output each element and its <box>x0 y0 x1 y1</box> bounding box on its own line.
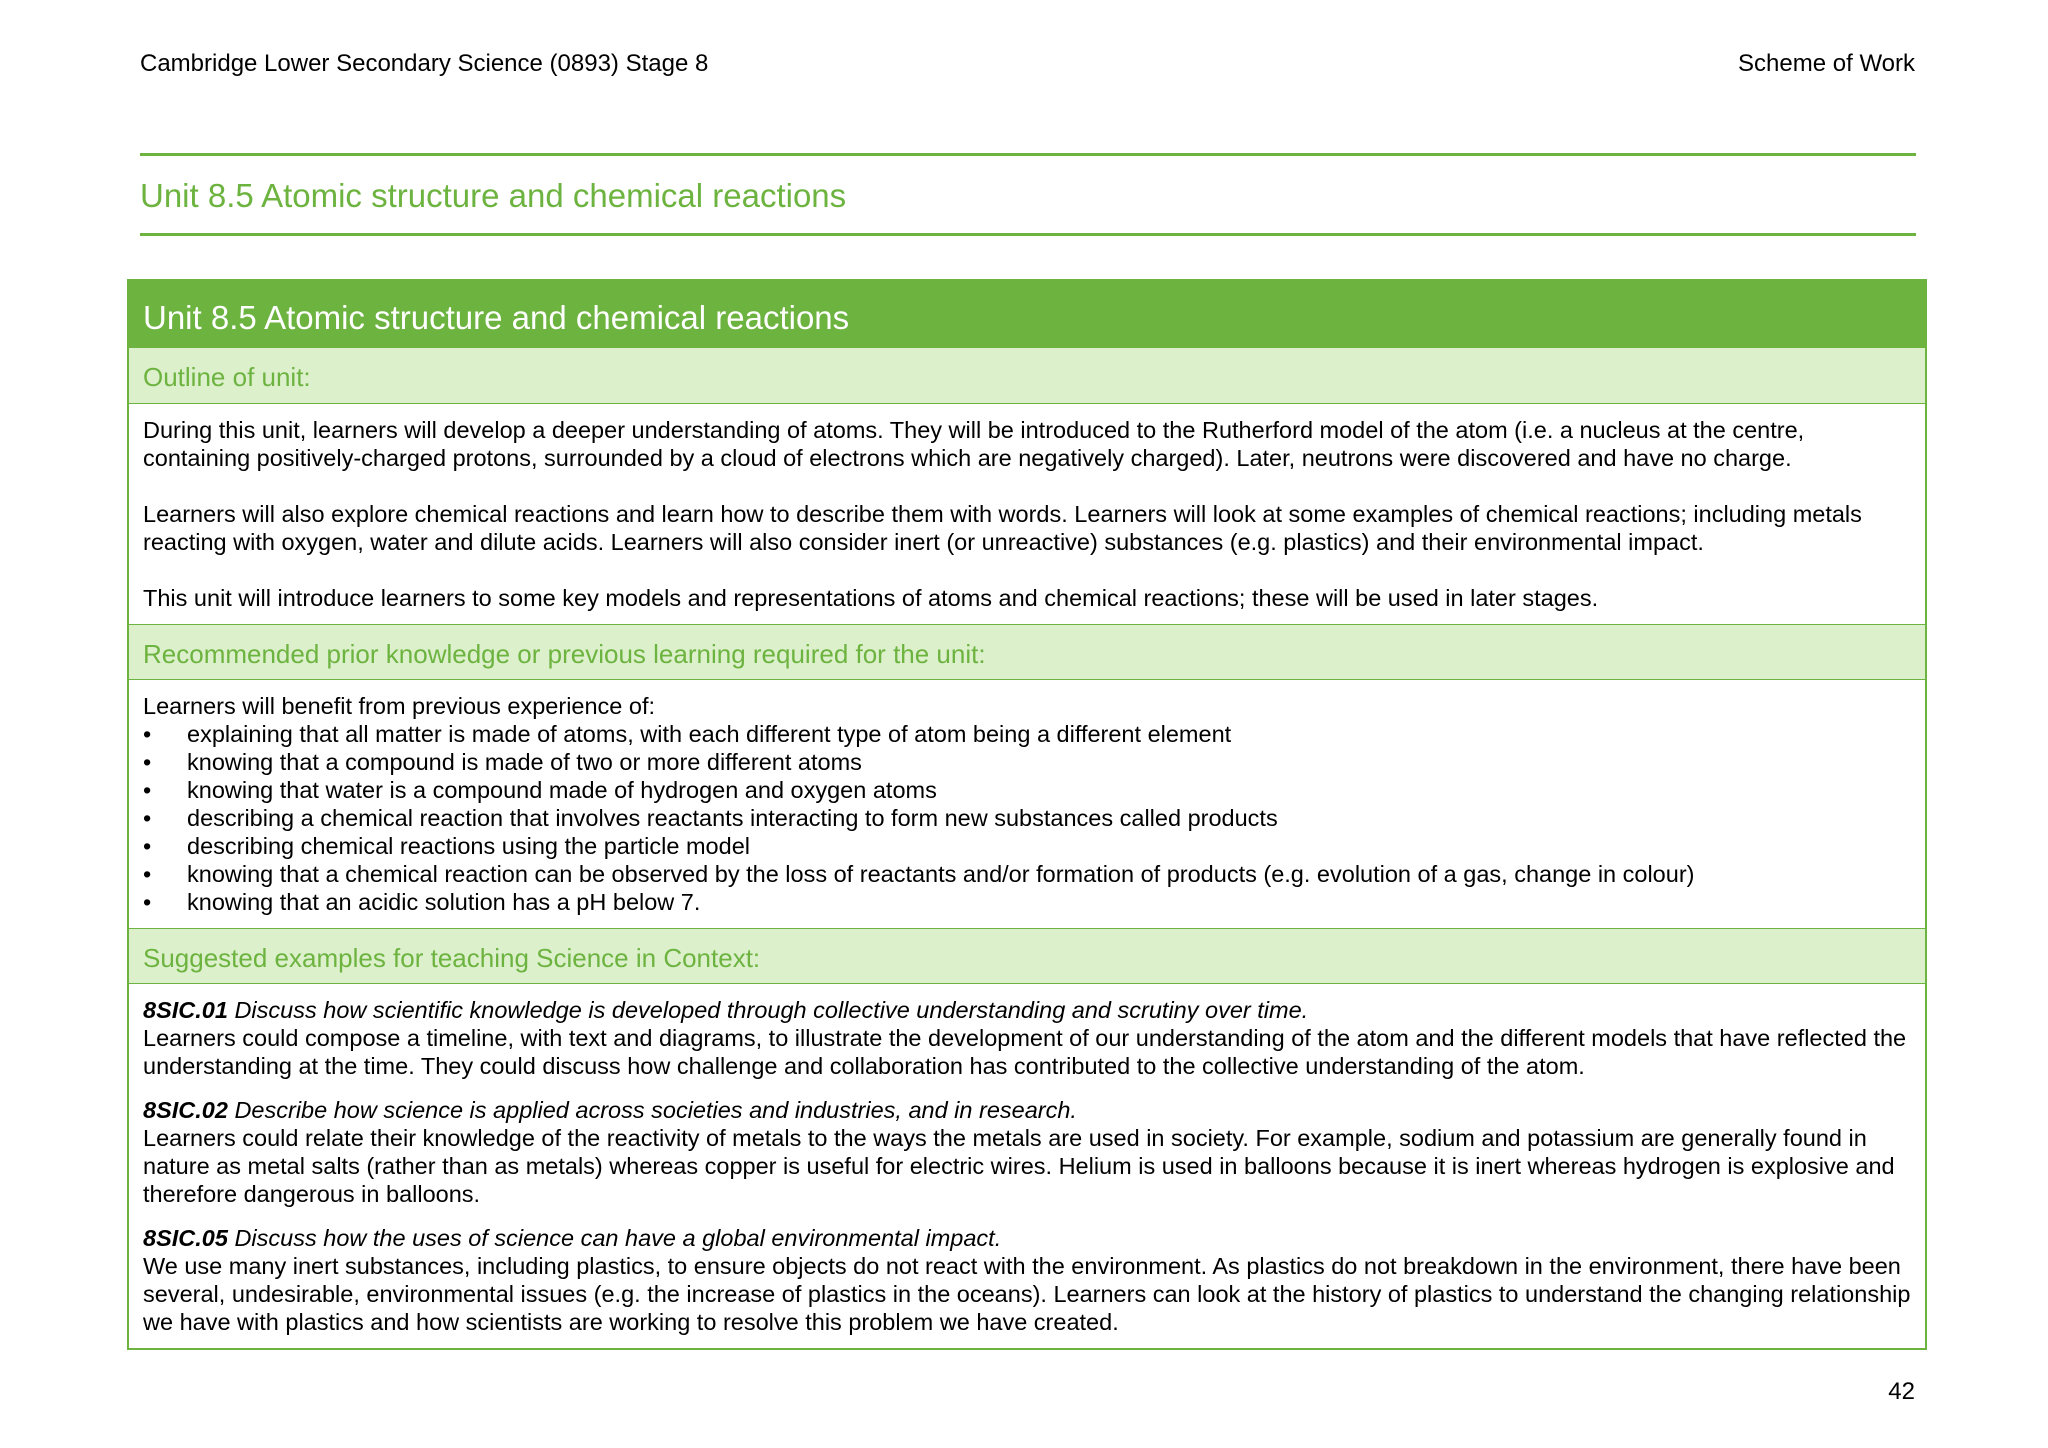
bullet-icon: • <box>143 889 152 915</box>
outline-heading: Outline of unit: <box>129 348 1925 404</box>
context-statement: Describe how science is applied across societies and industries, and in research. <box>234 1097 1077 1123</box>
context-example <box>143 996 1911 1080</box>
page-number: 42 <box>1888 1378 1915 1405</box>
bullet-icon: • <box>143 721 152 747</box>
context-code: 8SIC.05 <box>143 1225 228 1251</box>
list-item-text: describing a chemical reaction that involves reactants interacting to form new substances called products <box>187 805 1278 831</box>
heading-rule-top <box>140 153 1916 156</box>
prior-knowledge-body <box>129 680 1925 928</box>
outline-body <box>129 404 1925 624</box>
list-item <box>143 832 1911 860</box>
context-example-header <box>143 1224 1911 1252</box>
science-in-context-heading: Suggested examples for teaching Science in Context: <box>129 928 1925 984</box>
outline-paragraph: Learners will also explore chemical reactions and learn how to describe them with words. Learners will look at some examples of chemical reactions; including metals reacting with oxygen, water and dilute acids. Learners will also consider inert (or unreactive) substances (e.g. plastics) and their environmental impact. <box>143 501 1862 555</box>
bullet-icon: • <box>143 833 152 859</box>
prior-knowledge-list <box>143 720 1911 916</box>
prior-knowledge-intro: Learners will benefit from previous experience of: <box>143 693 656 719</box>
context-example-header <box>143 1096 1911 1124</box>
running-header-right: Scheme of Work <box>1738 50 1915 77</box>
heading-rule-bottom <box>140 233 1916 236</box>
context-text: We use many inert substances, including plastics, to ensure objects do not react with the environment. As plastics do not breakdown in the environment, there have been several, undesirable, environmental issues (e.g. the increase of plastics in the oceans). Learners can look at the history of plastics to understand the changing relationship we have with plastics and how scientists are working to resolve this problem we have created. <box>143 1253 1911 1335</box>
running-header-left: Cambridge Lower Secondary Science (0893) Stage 8 <box>140 50 709 77</box>
list-item <box>143 776 1911 804</box>
context-text: Learners could relate their knowledge of the reactivity of metals to the ways the metals are used in society. For example, sodium and potassium are generally found in nature as metal salts (rather than as metals) whereas copper is useful for electric wires. Helium is used in balloons because it is inert whereas hydrogen is explosive and therefore dangerous in balloons. <box>143 1125 1895 1207</box>
context-example <box>143 1224 1911 1336</box>
prior-knowledge-heading: Recommended prior knowledge or previous learning required for the unit: <box>129 624 1925 680</box>
context-example <box>143 1096 1911 1208</box>
context-text: Learners could compose a timeline, with text and diagrams, to illustrate the development of our understanding of the atom and the different models that have reflected the understanding at the time. They could discuss how challenge and collaboration has contributed to the collective understanding of the atom. <box>143 1025 1907 1079</box>
outline-paragraph: During this unit, learners will develop a deeper understanding of atoms. They will be introduced to the Rutherford model of the atom (i.e. a nucleus at the centre, containing positively-charged protons, surrounded by a cloud of electrons which are negatively charged). Later, neutrons were discovered and have no charge. <box>143 417 1805 471</box>
list-item <box>143 748 1911 776</box>
outline-paragraph: This unit will introduce learners to some key models and representations of atoms and chemical reactions; these will be used in later stages. <box>143 585 1599 611</box>
list-item-text: knowing that a chemical reaction can be observed by the loss of reactants and/or formation of products (e.g. evolution of a gas, change in colour) <box>187 861 1695 887</box>
context-statement: Discuss how the uses of science can have a global environmental impact. <box>234 1225 1002 1251</box>
context-code: 8SIC.01 <box>143 997 228 1023</box>
list-item <box>143 860 1911 888</box>
list-item-text: explaining that all matter is made of atoms, with each different type of atom being a different element <box>187 721 1232 747</box>
bullet-icon: • <box>143 861 152 887</box>
unit-overview-box <box>127 279 1927 1350</box>
list-item <box>143 888 1911 916</box>
bullet-icon: • <box>143 777 152 803</box>
list-item <box>143 804 1911 832</box>
list-item-text: knowing that an acidic solution has a pH below 7. <box>187 889 701 915</box>
bullet-icon: • <box>143 749 152 775</box>
context-code: 8SIC.02 <box>143 1097 228 1123</box>
list-item-text: describing chemical reactions using the particle model <box>187 833 750 859</box>
list-item-text: knowing that a compound is made of two or more different atoms <box>187 749 862 775</box>
unit-box-title: Unit 8.5 Atomic structure and chemical reactions <box>129 281 1925 348</box>
list-item <box>143 720 1911 748</box>
unit-heading: Unit 8.5 Atomic structure and chemical reactions <box>140 177 847 214</box>
context-statement: Discuss how scientific knowledge is developed through collective understanding and scrutiny over time. <box>234 997 1309 1023</box>
science-in-context-body <box>129 984 1925 1348</box>
list-item-text: knowing that water is a compound made of hydrogen and oxygen atoms <box>187 777 937 803</box>
bullet-icon: • <box>143 805 152 831</box>
context-example-header <box>143 996 1911 1024</box>
